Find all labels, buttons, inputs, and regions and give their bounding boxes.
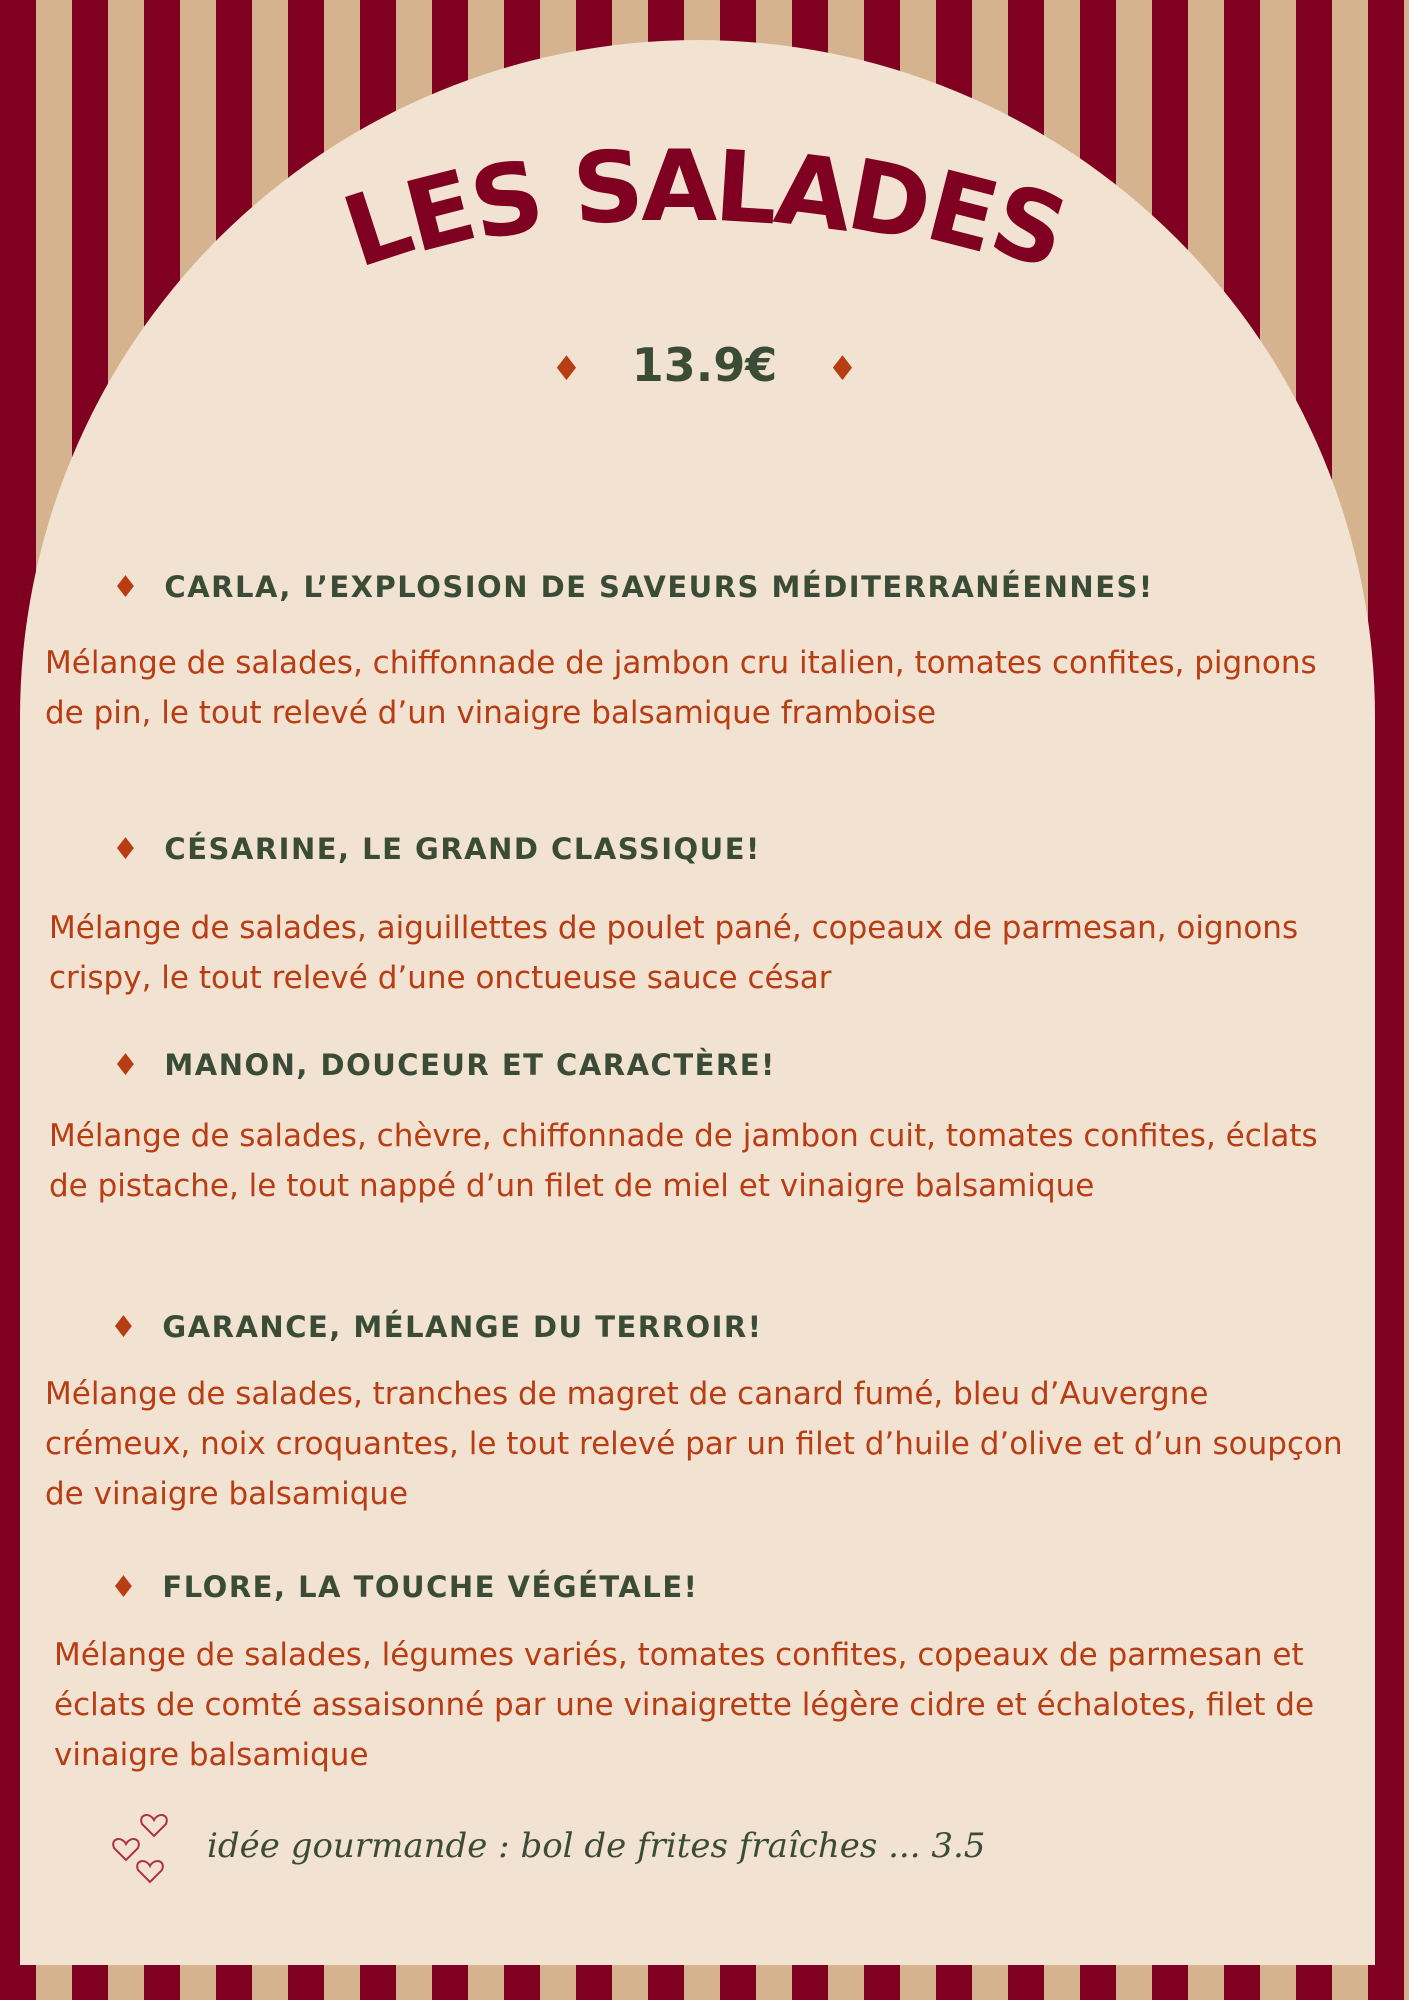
diamond-icon: ♦: [112, 1048, 141, 1083]
diamond-icon: ♦: [112, 570, 141, 605]
title-letter: A: [768, 132, 857, 255]
item-title: [110, 1570, 698, 1605]
diamond-icon: ♦: [827, 348, 858, 389]
hearts-icon: [112, 1808, 182, 1898]
title-letter: A: [641, 130, 716, 244]
diamond-icon: ♦: [551, 348, 582, 389]
title-letter: D: [839, 137, 939, 265]
price-row: [0, 338, 1409, 392]
price: 13.9€: [631, 338, 778, 392]
item-name: GARANCE, MÉLANGE DU TERROIR!: [162, 1310, 763, 1344]
title-letter: E: [393, 149, 486, 276]
side-suggestion: idée gourmande : bol de frites fraîches ... 3.5: [207, 1826, 986, 1866]
item-title: [110, 1310, 762, 1345]
item-description: Mélange de salades, tranches de magret de canard fumé, bleu d’Auvergne crémeux, noix croquantes, le tout relevé par un filet d’huile d’olive et d’un soupçon de vinaigre balsamique: [45, 1376, 1343, 1512]
item-description: Mélange de salades, légumes variés, tomates confites, copeaux de parmesan et éclats de comté assaisonné par une vinaigrette légère cidre et échalotes, filet de vinaigre balsamique: [54, 1637, 1315, 1773]
diamond-icon: ♦: [110, 1310, 139, 1345]
title-letter: S: [461, 138, 551, 264]
title-letter: L: [330, 163, 424, 291]
item-name: CÉSARINE, LE GRAND CLASSIQUE!: [164, 832, 761, 866]
item-title: [112, 1048, 776, 1083]
item-description: Mélange de salades, chiffonnade de jambon cru italien, tomates confites, pignons de pin, le tout relevé d’un vinaigre balsamique framboise: [45, 645, 1317, 731]
title-letter: S: [977, 162, 1079, 292]
title-letter: S: [569, 129, 645, 248]
item-title: [112, 570, 1154, 605]
item-description: Mélange de salades, chèvre, chiffonnade de jambon cuit, tomates confites, éclats de pistache, le tout nappé d’un filet de miel et vinaigre balsamique: [49, 1118, 1318, 1204]
title-letter: E: [915, 149, 1007, 276]
page-title: [0, 129, 1409, 292]
item-name: CARLA, L’EXPLOSION DE SAVEURS MÉDITERRANÉENNES!: [164, 570, 1154, 604]
item-name: FLORE, LA TOUCHE VÉGÉTALE!: [162, 1570, 699, 1604]
item-name: MANON, DOUCEUR ET CARACTÈRE!: [164, 1048, 776, 1082]
title-letter: L: [711, 129, 780, 248]
item-title: [112, 832, 761, 867]
diamond-icon: ♦: [110, 1570, 139, 1605]
item-description: Mélange de salades, aiguillettes de poulet pané, copeaux de parmesan, oignons crispy, le tout relevé d’une onctueuse sauce césar: [49, 910, 1299, 996]
diamond-icon: ♦: [112, 832, 141, 867]
